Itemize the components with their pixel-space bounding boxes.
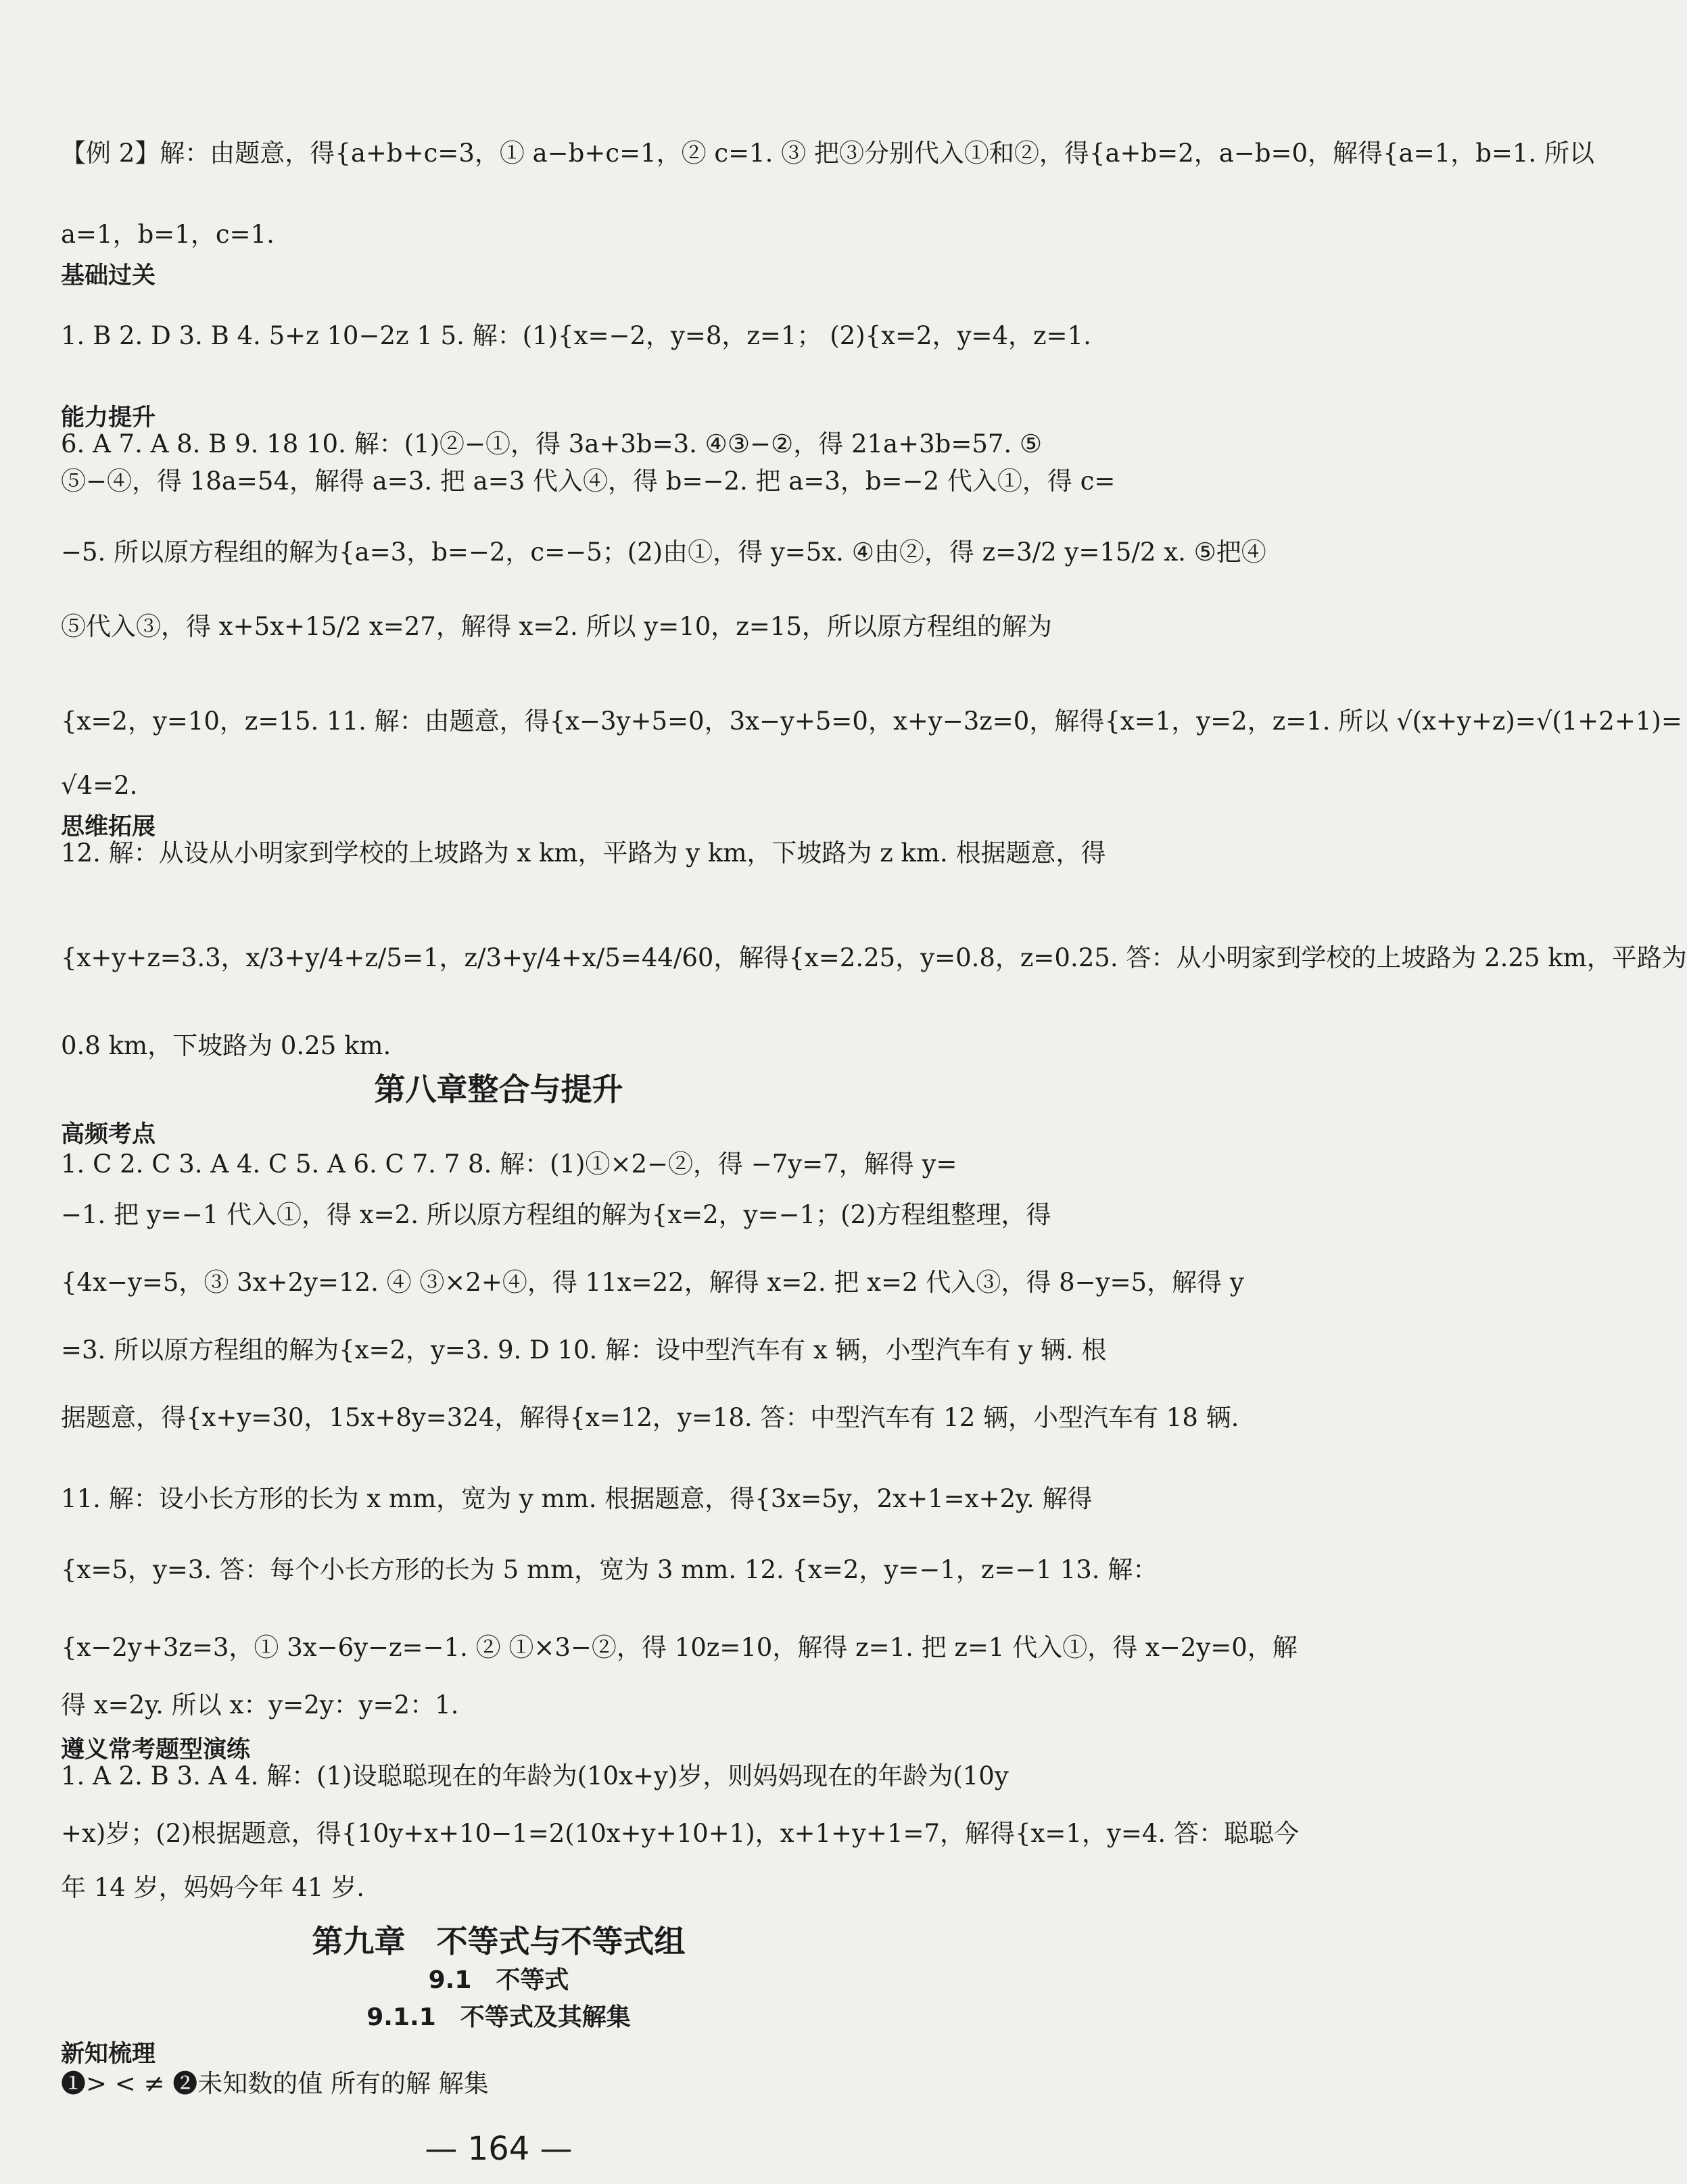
heading-new-knowledge: 新知梳理 <box>61 2041 156 2068</box>
page-number: — 164 — <box>425 2130 573 2168</box>
frequent-line8: {x−2y+3z=3，① 3x−6y−z=−1. ② ①×3−②，得 10z=10，解得 z=1. 把 z=1 代入①，得 x−2y=0，解 <box>61 1633 1298 1662</box>
frequent-line5: 据题意，得{x+y=30，15x+8y=324，解得{x=12，y=18. 答：中型汽车有 12 辆，小型汽车有 18 辆. <box>61 1403 1239 1432</box>
ability-line3: −5. 所以原方程组的解为{a=3，b=−2，c=−5；(2)由①，得 y=5x. ④由②，得 z=3/2 y=15/2 x. ⑤把④ <box>61 538 1266 567</box>
heading-zunyi: 遵义常考题型演练 <box>61 1736 251 1763</box>
heading-thinking: 思维拓展 <box>61 813 156 840</box>
zunyi-line1: 1. A 2. B 3. A 4. 解：(1)设聪聪现在的年龄为(10x+y)岁，则妈妈现在的年龄为(10y <box>61 1761 1009 1790</box>
example2-line1: 【例 2】解：由题意，得{a+b+c=3，① a−b+c=1，② c=1. ③ 把③分别代入①和②，得{a+b=2，a−b=0，解得{a=1，b=1. 所以 <box>61 139 1594 168</box>
frequent-line7: {x=5，y=3. 答：每个小长方形的长为 5 mm，宽为 3 mm. 12. {x=2，y=−1，z=−1 13. 解： <box>61 1555 1158 1584</box>
example2-line2: a=1，b=1，c=1. <box>61 220 275 249</box>
frequent-line3: {4x−y=5，③ 3x+2y=12. ④ ③×2+④，得 11x=22，解得 x=2. 把 x=2 代入③，得 8−y=5，解得 y <box>61 1268 1244 1297</box>
section-9-1-title: 9.1 不等式 <box>428 1966 569 1994</box>
new-knowledge-line: ❶> < ≠ ❷未知数的值 所有的解 解集 <box>61 2069 489 2098</box>
zunyi-line3: 年 14 岁，妈妈今年 41 岁. <box>61 1873 364 1902</box>
frequent-line2: −1. 把 y=−1 代入①，得 x=2. 所以原方程组的解为{x=2，y=−1；(2)方程组整理，得 <box>61 1200 1051 1229</box>
chapter8-title: 第八章整合与提升 <box>374 1071 623 1108</box>
frequent-line1: 1. C 2. C 3. A 4. C 5. A 6. C 7. 7 8. 解：(1)①×2−②，得 −7y=7，解得 y= <box>61 1149 957 1179</box>
thinking-line1: 12. 解：从设从小明家到学校的上坡路为 x km，平路为 y km，下坡路为 z km. 根据题意，得 <box>61 838 1106 868</box>
chapter9-title: 第九章 不等式与不等式组 <box>312 1923 686 1960</box>
heading-basic: 基础过关 <box>61 262 156 289</box>
thinking-line2: {x+y+z=3.3，x/3+y/4+z/5=1，z/3+y/4+x/5=44/60，解得{x=2.25，y=0.8，z=0.25. 答：从小明家到学校的上坡路为 2.25 km，平路为 <box>61 943 1687 972</box>
ability-line4: ⑤代入③，得 x+5x+15/2 x=27，解得 x=2. 所以 y=10，z=15，所以原方程组的解为 <box>61 612 1052 641</box>
frequent-line4: =3. 所以原方程组的解为{x=2，y=3. 9. D 10. 解：设中型汽车有 x 辆，小型汽车有 y 辆. 根 <box>61 1335 1107 1364</box>
ability-line2: ⑤−④，得 18a=54，解得 a=3. 把 a=3 代入④，得 b=−2. 把 a=3，b=−2 代入①，得 c= <box>61 467 1116 496</box>
frequent-line9: 得 x=2y. 所以 x：y=2y：y=2：1. <box>61 1690 459 1719</box>
frequent-line6: 11. 解：设小长方形的长为 x mm，宽为 y mm. 根据题意，得{3x=5y，2x+1=x+2y. 解得 <box>61 1484 1093 1513</box>
thinking-line3: 0.8 km，下坡路为 0.25 km. <box>61 1031 391 1060</box>
zunyi-line2: +x)岁；(2)根据题意，得{10y+x+10−1=2(10x+y+10+1)，x+1+y+1=7，解得{x=1，y=4. 答：聪聪今 <box>61 1819 1299 1848</box>
heading-frequent: 高频考点 <box>61 1121 156 1148</box>
section-9-1-1-title: 9.1.1 不等式及其解集 <box>366 2003 631 2031</box>
ability-line6: √4=2. <box>61 771 138 800</box>
ability-line1: 6. A 7. A 8. B 9. 18 10. 解：(1)②−①，得 3a+3b=3. ④③−②，得 21a+3b=57. ⑤ <box>61 429 1043 458</box>
heading-ability: 能力提升 <box>61 404 156 431</box>
ability-line5: {x=2，y=10，z=15. 11. 解：由题意，得{x−3y+5=0，3x−y+5=0，x+y−3z=0，解得{x=1，y=2，z=1. 所以 √(x+y+z)=√(1+2+1)= <box>61 707 1682 736</box>
basic-answers: 1. B 2. D 3. B 4. 5+z 10−2z 1 5. 解：(1){x=−2，y=8，z=1； (2){x=2，y=4，z=1. <box>61 321 1091 350</box>
